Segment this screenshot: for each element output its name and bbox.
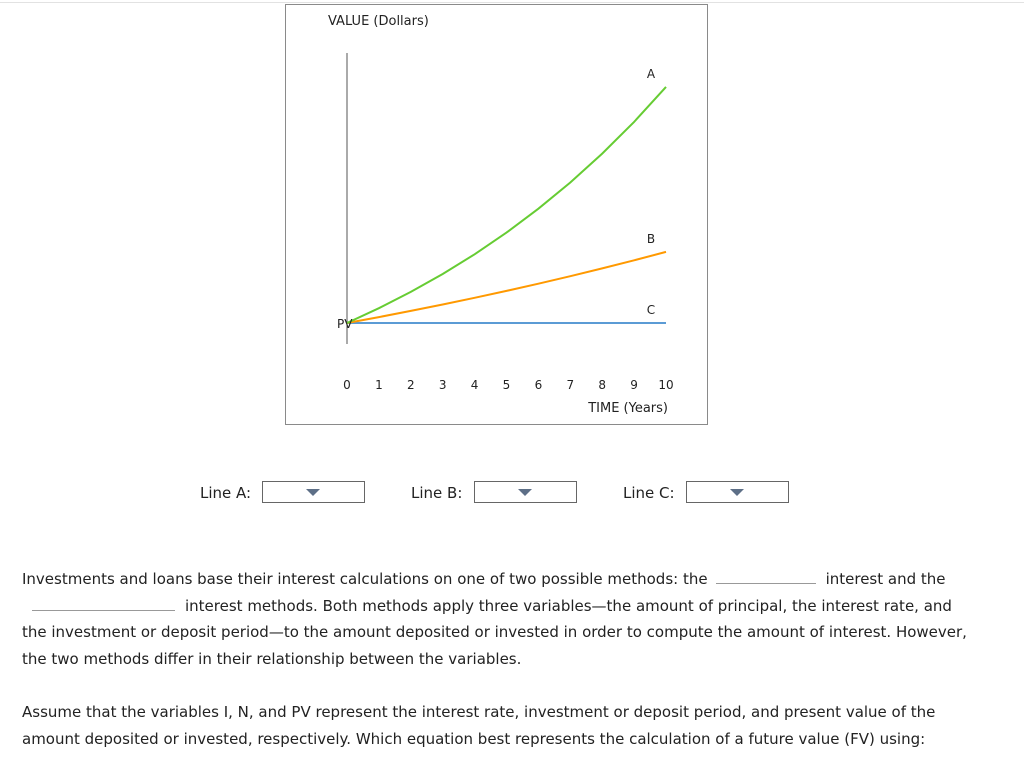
methods-paragraph — [22, 566, 972, 672]
x-tick-label: 0 — [343, 378, 351, 392]
series-label-c: C — [646, 303, 656, 317]
chevron-down-icon — [306, 489, 320, 496]
methods-text-1: Investments and loans base their interest calculations on one of two possible methods: the — [22, 570, 708, 588]
x-tick-label: 3 — [438, 378, 447, 392]
line-a-label: Line A: — [200, 484, 252, 502]
x-tick-label: 5 — [502, 378, 511, 392]
chart-svg — [286, 5, 707, 424]
line-b-dropdown[interactable] — [474, 481, 577, 503]
line-b-label: Line B: — [411, 484, 463, 502]
methods-text-3: interest methods. Both methods apply three variables—the amount of principal, the interest rate, and the investment or deposit period—to the amount deposited or invested in order to compute the amount of interest. However, the two methods differ in their relationship between the variables. — [22, 596, 967, 668]
x-tick-label: 8 — [598, 378, 607, 392]
line-c-label: Line C: — [623, 484, 675, 502]
chevron-down-icon — [730, 489, 744, 496]
question-paragraph: Assume that the variables I, N, and PV represent the interest rate, investment or deposit period, and present value of the amount deposited or invested, respectively. Which equation best represents the calculation of a future value (FV) using: — [22, 703, 936, 748]
line-c-dropdown[interactable] — [686, 481, 789, 503]
x-tick-label: 2 — [406, 378, 415, 392]
chevron-down-icon — [518, 489, 532, 496]
line-selectors — [0, 481, 1024, 507]
value-time-chart — [285, 4, 708, 425]
series-group — [347, 67, 666, 323]
line-a-dropdown[interactable] — [262, 481, 365, 503]
x-tick-label: 7 — [566, 378, 575, 392]
methods-text-2: interest and the — [825, 570, 946, 588]
x-tick-label: 1 — [375, 378, 383, 392]
series-line-b — [347, 252, 666, 323]
series-line-a — [347, 87, 666, 323]
series-label-a: A — [646, 66, 656, 81]
pv-label: PV — [337, 317, 353, 331]
x-tick-label: 4 — [470, 378, 479, 392]
interest-method-blank-1[interactable] — [716, 567, 816, 584]
series-label-b: B — [646, 231, 656, 246]
x-tick-label: 6 — [534, 378, 543, 392]
x-tick-label: 9 — [630, 378, 638, 392]
x-ticks — [343, 378, 673, 392]
top-divider — [0, 2, 1024, 3]
x-tick-label: 10 — [658, 378, 674, 392]
interest-method-blank-2[interactable] — [32, 594, 175, 611]
x-axis-label: TIME (Years) — [588, 401, 668, 416]
y-axis-label: VALUE (Dollars) — [328, 14, 429, 29]
